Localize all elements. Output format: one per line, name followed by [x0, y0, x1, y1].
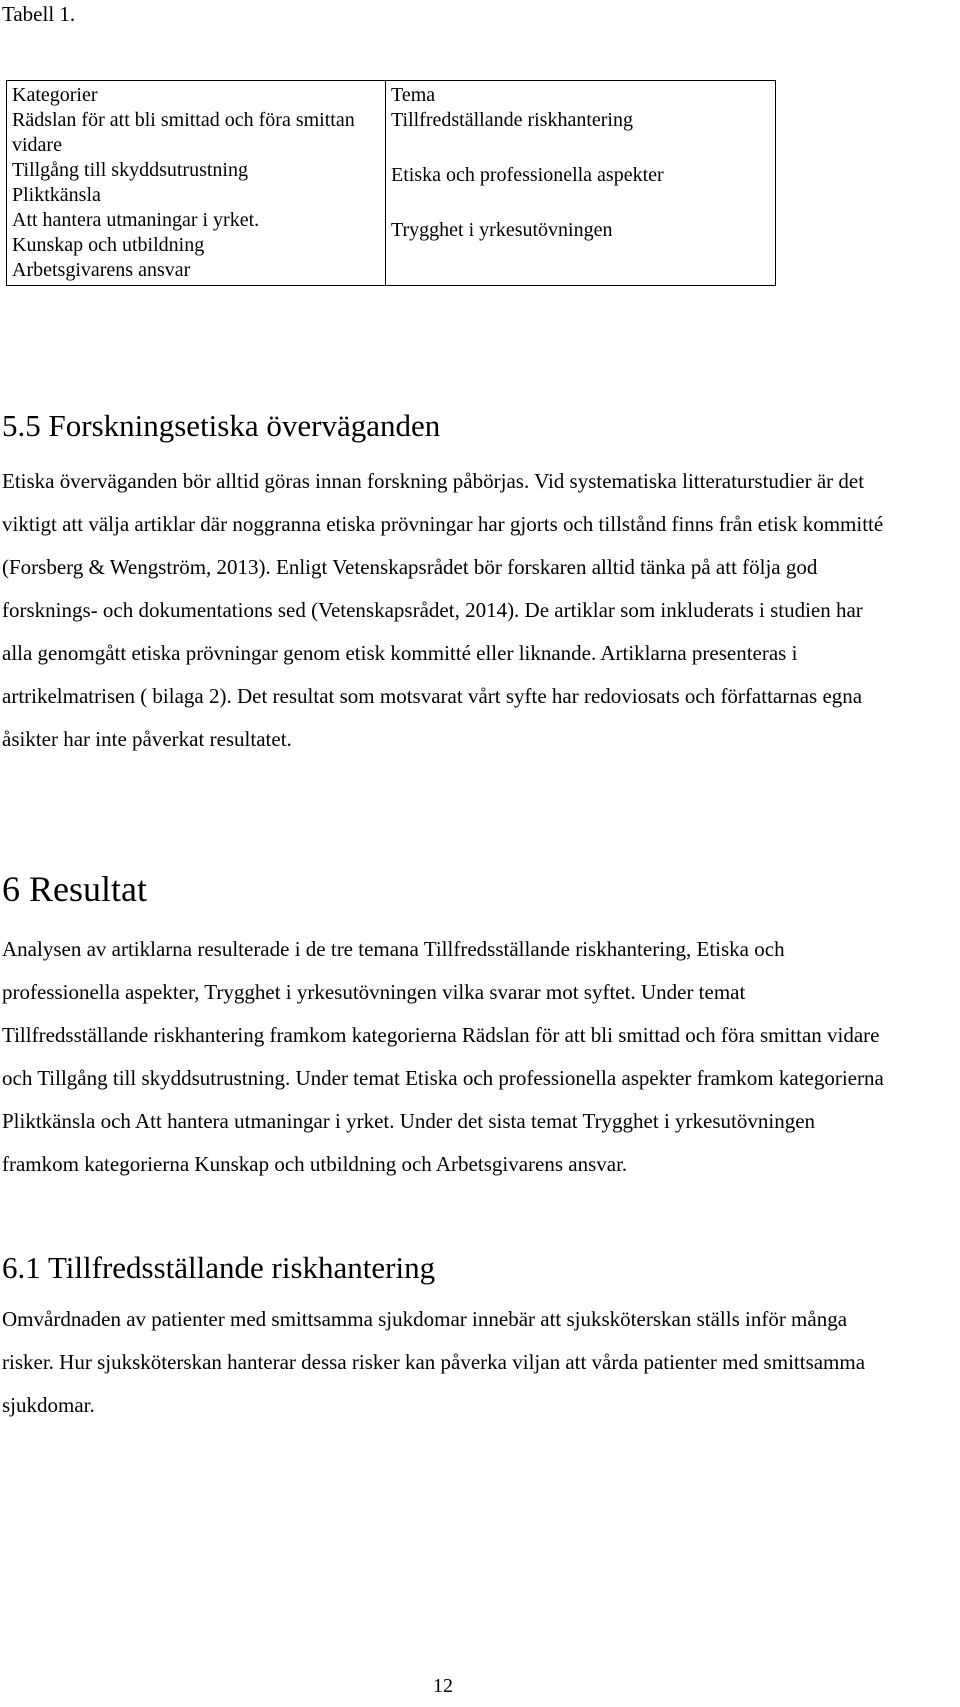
- page-number: 12: [433, 1675, 453, 1697]
- section-heading-6-1: 6.1 Tillfredsställande riskhantering: [2, 1250, 436, 1285]
- categories-themes-table: [6, 80, 776, 286]
- category-item: Rädslan för att bli smittad och föra smittan vidare: [12, 109, 355, 156]
- section-heading-6: 6 Resultat: [2, 869, 147, 909]
- category-item: Arbetsgivarens ansvar: [12, 259, 191, 281]
- category-item: Kunskap och utbildning: [12, 234, 205, 256]
- theme-item: Etiska och professionella aspekter: [391, 164, 664, 186]
- categories-cell: [7, 81, 386, 286]
- theme-item: Trygghet i yrkesutövningen: [391, 219, 613, 241]
- section-heading-5-5: 5.5 Forskningsetiska överväganden: [2, 408, 441, 443]
- section-paragraph-6: Analysen av artiklarna resulterade i de tre temana Tillfredsställande riskhantering, Etiska och professionella aspekter, Trygghet i yrkesutövningen vilka svarar mot syftet. Under temat Tillfredsställande riskhantering framkom kategorierna Rädslan för att bli smittad och föra smittan vidare och Tillgång till skyddsutrustning. Under temat Etiska och professionella aspekter framkom kategorierna Pliktkänsla och Att hantera utmaningar i yrket. Under det sista temat Trygghet i yrkesutövningen framkom kategorierna Kunskap och utbildning och Arbetsgivarens ansvar.: [2, 937, 884, 1176]
- table-caption: Tabell 1.: [2, 2, 76, 26]
- category-item: Att hantera utmaningar i yrket.: [12, 209, 260, 231]
- category-item: Pliktkänsla: [12, 184, 101, 206]
- themes-cell: [386, 81, 776, 286]
- category-item: Tillgång till skyddsutrustning: [12, 159, 248, 181]
- categories-header: Kategorier: [12, 84, 98, 106]
- themes-header: Tema: [391, 84, 436, 106]
- section-paragraph-5-5: Etiska överväganden bör alltid göras innan forskning påbörjas. Vid systematiska litteraturstudier är det viktigt att välja artiklar där noggranna etiska prövningar har gjorts och tillstånd finns från etisk kommitté (Forsberg & Wengström, 2013). Enligt Vetenskapsrådet bör forskaren alltid tänka på att följa god forsknings- och dokumentations sed (Vetenskapsrådet, 2014). De artiklar som inkluderats i studien har alla genomgått etiska prövningar genom etisk kommitté eller liknande. Artiklarna presenteras i artrikelmatrisen ( bilaga 2). Det resultat som motsvarat vårt syfte har redoviosats och författarnas egna åsikter har inte påverkat resultatet.: [2, 469, 884, 751]
- table-row: [7, 81, 776, 286]
- theme-item: Tillfredställande riskhantering: [391, 109, 633, 131]
- section-paragraph-6-1: Omvårdnaden av patienter med smittsamma sjukdomar innebär att sjuksköterskan ställs inför många risker. Hur sjuksköterskan hanterar dessa risker kan påverka viljan att vårda patienter med smittsamma sjukdomar.: [2, 1307, 866, 1417]
